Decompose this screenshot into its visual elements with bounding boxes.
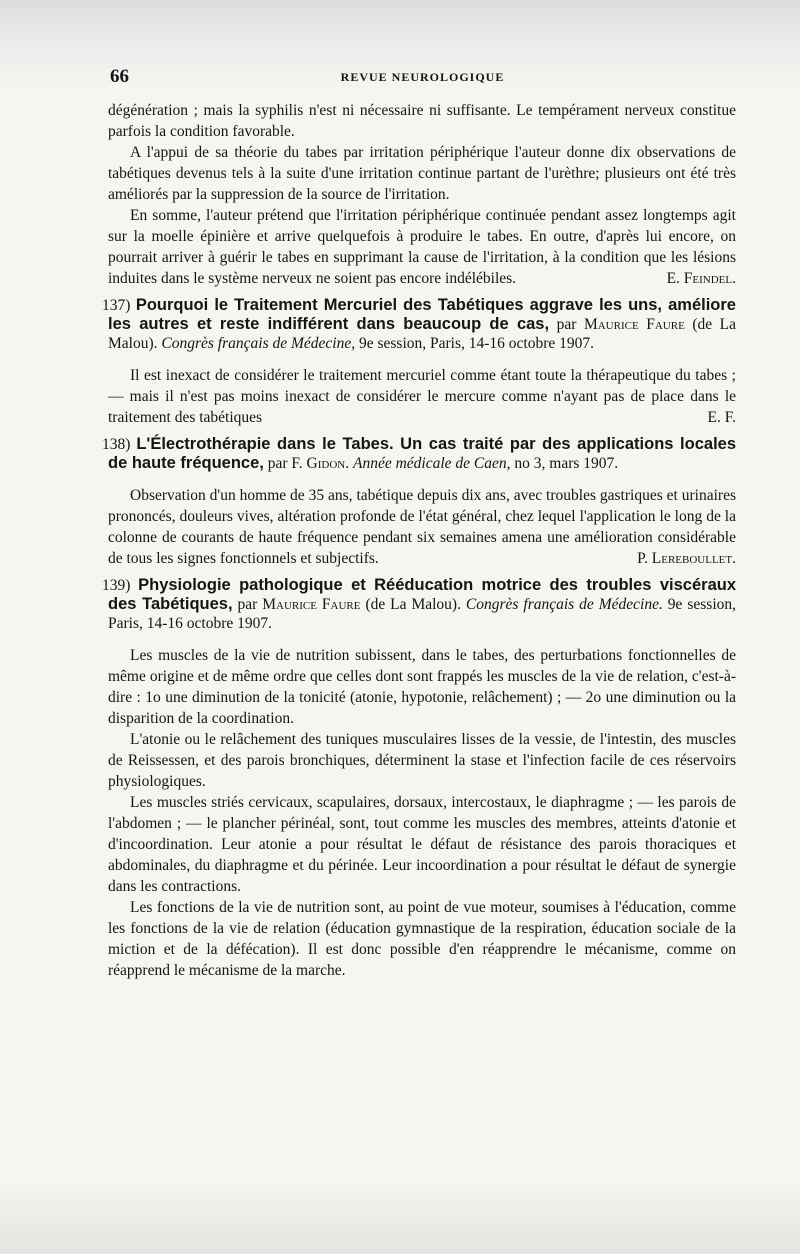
signature: P. Lereboullet. xyxy=(637,550,736,567)
intro-paragraph-1: dégénération ; mais la syphilis n'est ni nécessaire ni suffisante. Le tempérament nerveux constitue parfois la condition favorable. xyxy=(108,102,736,140)
entry-author: Maurice Faure xyxy=(583,316,685,333)
entry-paragraph xyxy=(108,485,736,569)
entry-paragraph: Les muscles de la vie de nutrition subissent, dans le tabes, des perturbations fonctionnelles de même origine et de même ordre que celles dont sont frappés les muscles de la vie de relation, c'est-à-dire : 1o une diminution de la tonicité (atonie, hypotonie, relâchement) ; — 2o une diminution ou la disparition de la coordination. xyxy=(108,647,736,727)
entry-heading xyxy=(102,296,737,353)
abstract-entry-139 xyxy=(102,576,737,981)
entry-paragraph: L'atonie ou le relâchement des tuniques musculaires lisses de la vessie, de l'intestin, des muscles de Reissessen, et des parois bronchiques, déterminent la stase et l'infection facile de ces réservoirs physiologiques. xyxy=(108,731,736,790)
entry-place: (de La Malou). xyxy=(108,316,737,352)
entry-paragraph: Les muscles striés cervicaux, scapulaires, dorsaux, intercostaux, le diaphragme ; — les parois de l'abdomen ; — le plancher périnéal, sont, tout comme les muscles des membres, atteints d'atonie et d'incoordination. Leur atonie a pour résultat le défaut de résistance des parois thoraciques et abdominales, du diaphragme et du périnée. Leur incoordination a pour résultat le défaut de synergie dans les contractions. xyxy=(108,794,736,895)
page-number: 66 xyxy=(110,66,129,87)
entry-details: no 3, mars 1907. xyxy=(514,455,619,472)
entry-by: par xyxy=(556,316,577,333)
entry-author: Maurice Faure xyxy=(262,596,361,613)
intro-paragraph-2: A l'appui de sa théorie du tabes par irritation périphérique l'auteur donne dix observations de tabétiques devenus tels à la suite d'une irritation continue partant de l'urèthre; plusieurs ont été très améliorés par la suppression de la source de l'irritation. xyxy=(108,144,736,203)
page-body xyxy=(102,100,737,981)
entry-number: 138) xyxy=(102,436,131,453)
entry-title: Pourquoi le Traitement Mercuriel des Tabétiques aggrave les uns, améliore les autres et reste indifférent dans beaucoup de cas, xyxy=(108,296,736,333)
entry-paragraph-text: Observation d'un homme de 35 ans, tabétique depuis dix ans, avec troubles gastriques et urinaires prononcés, douleurs vives, altération profonde de l'état général, chez lequel l'application le long de la colonne de courants de haute fréquence pendant six semaines amena une amélioration considérable de tous les signes fonctionnels et subjectifs. xyxy=(108,487,736,567)
entry-body xyxy=(108,485,736,569)
running-title: REVUE NEUROLOGIQUE xyxy=(340,70,505,84)
entry-paragraph: Les fonctions de la vie de nutrition sont, au point de vue moteur, soumises à l'éducation, comme les fonctions de la vie de relation (éducation gymnastique de la respiration, éducation sociale de la miction et de la défécation). Il est donc possible d'en réapprendre le mécanisme, comme on réapprend le mécanisme de la marche. xyxy=(108,899,736,979)
entry-title: L'Électrothérapie dans le Tabes. Un cas traité par des applications locales de haute fréquence, xyxy=(108,435,737,472)
entry-journal: Année médicale de Caen, xyxy=(353,455,511,472)
entry-number: 139) xyxy=(102,577,131,594)
entry-number: 137) xyxy=(102,297,131,314)
page-header xyxy=(110,66,735,88)
entry-journal: Congrès français de Médecine. xyxy=(465,596,663,613)
entry-title: Physiologie pathologique et Rééducation motrice des troubles viscéraux des Tabétiques, xyxy=(108,576,736,613)
entry-paragraph xyxy=(108,365,736,428)
entry-journal: Congrès français de Médecine, xyxy=(161,335,356,352)
entry-details: 9e session, Paris, 14-16 octobre 1907. xyxy=(108,596,737,632)
abstract-entry-138 xyxy=(102,435,737,569)
entry-by: par xyxy=(267,455,288,472)
entry-details: 9e session, Paris, 14-16 octobre 1907. xyxy=(358,335,595,352)
signature: E. Feindel. xyxy=(666,270,736,287)
entry-paragraph-text: Il est inexact de considérer le traitement mercuriel comme étant toute la thérapeutique du tabes ; — mais il n'est pas moins inexact de considérer le mercure comme n'ayant pas de place dans le traitement des tabétiques xyxy=(108,367,736,426)
intro-paragraph-3-text: En somme, l'auteur prétend que l'irritation périphérique continuée pendant assez longtemps agit sur la moelle épinière et arrive quelquefois à produire le tabes. En outre, d'après lui encore, on pourrait arriver à guérir le tabes en supprimant la cause de l'irritation, à la condition que les lésions induites dans le système nerveux ne soient pas encore indélébiles. xyxy=(108,207,736,287)
entry-by: par xyxy=(237,596,258,613)
intro-paragraph-3 xyxy=(108,205,736,289)
entry-heading xyxy=(102,576,737,633)
signature: E. F. xyxy=(707,409,736,426)
abstract-entry-137 xyxy=(102,296,737,428)
entry-body xyxy=(108,365,736,428)
entry-body xyxy=(108,645,736,981)
entry-place: (de La Malou). xyxy=(365,596,461,613)
entry-author: F. Gidon. xyxy=(291,455,350,472)
entry-heading xyxy=(102,435,737,473)
